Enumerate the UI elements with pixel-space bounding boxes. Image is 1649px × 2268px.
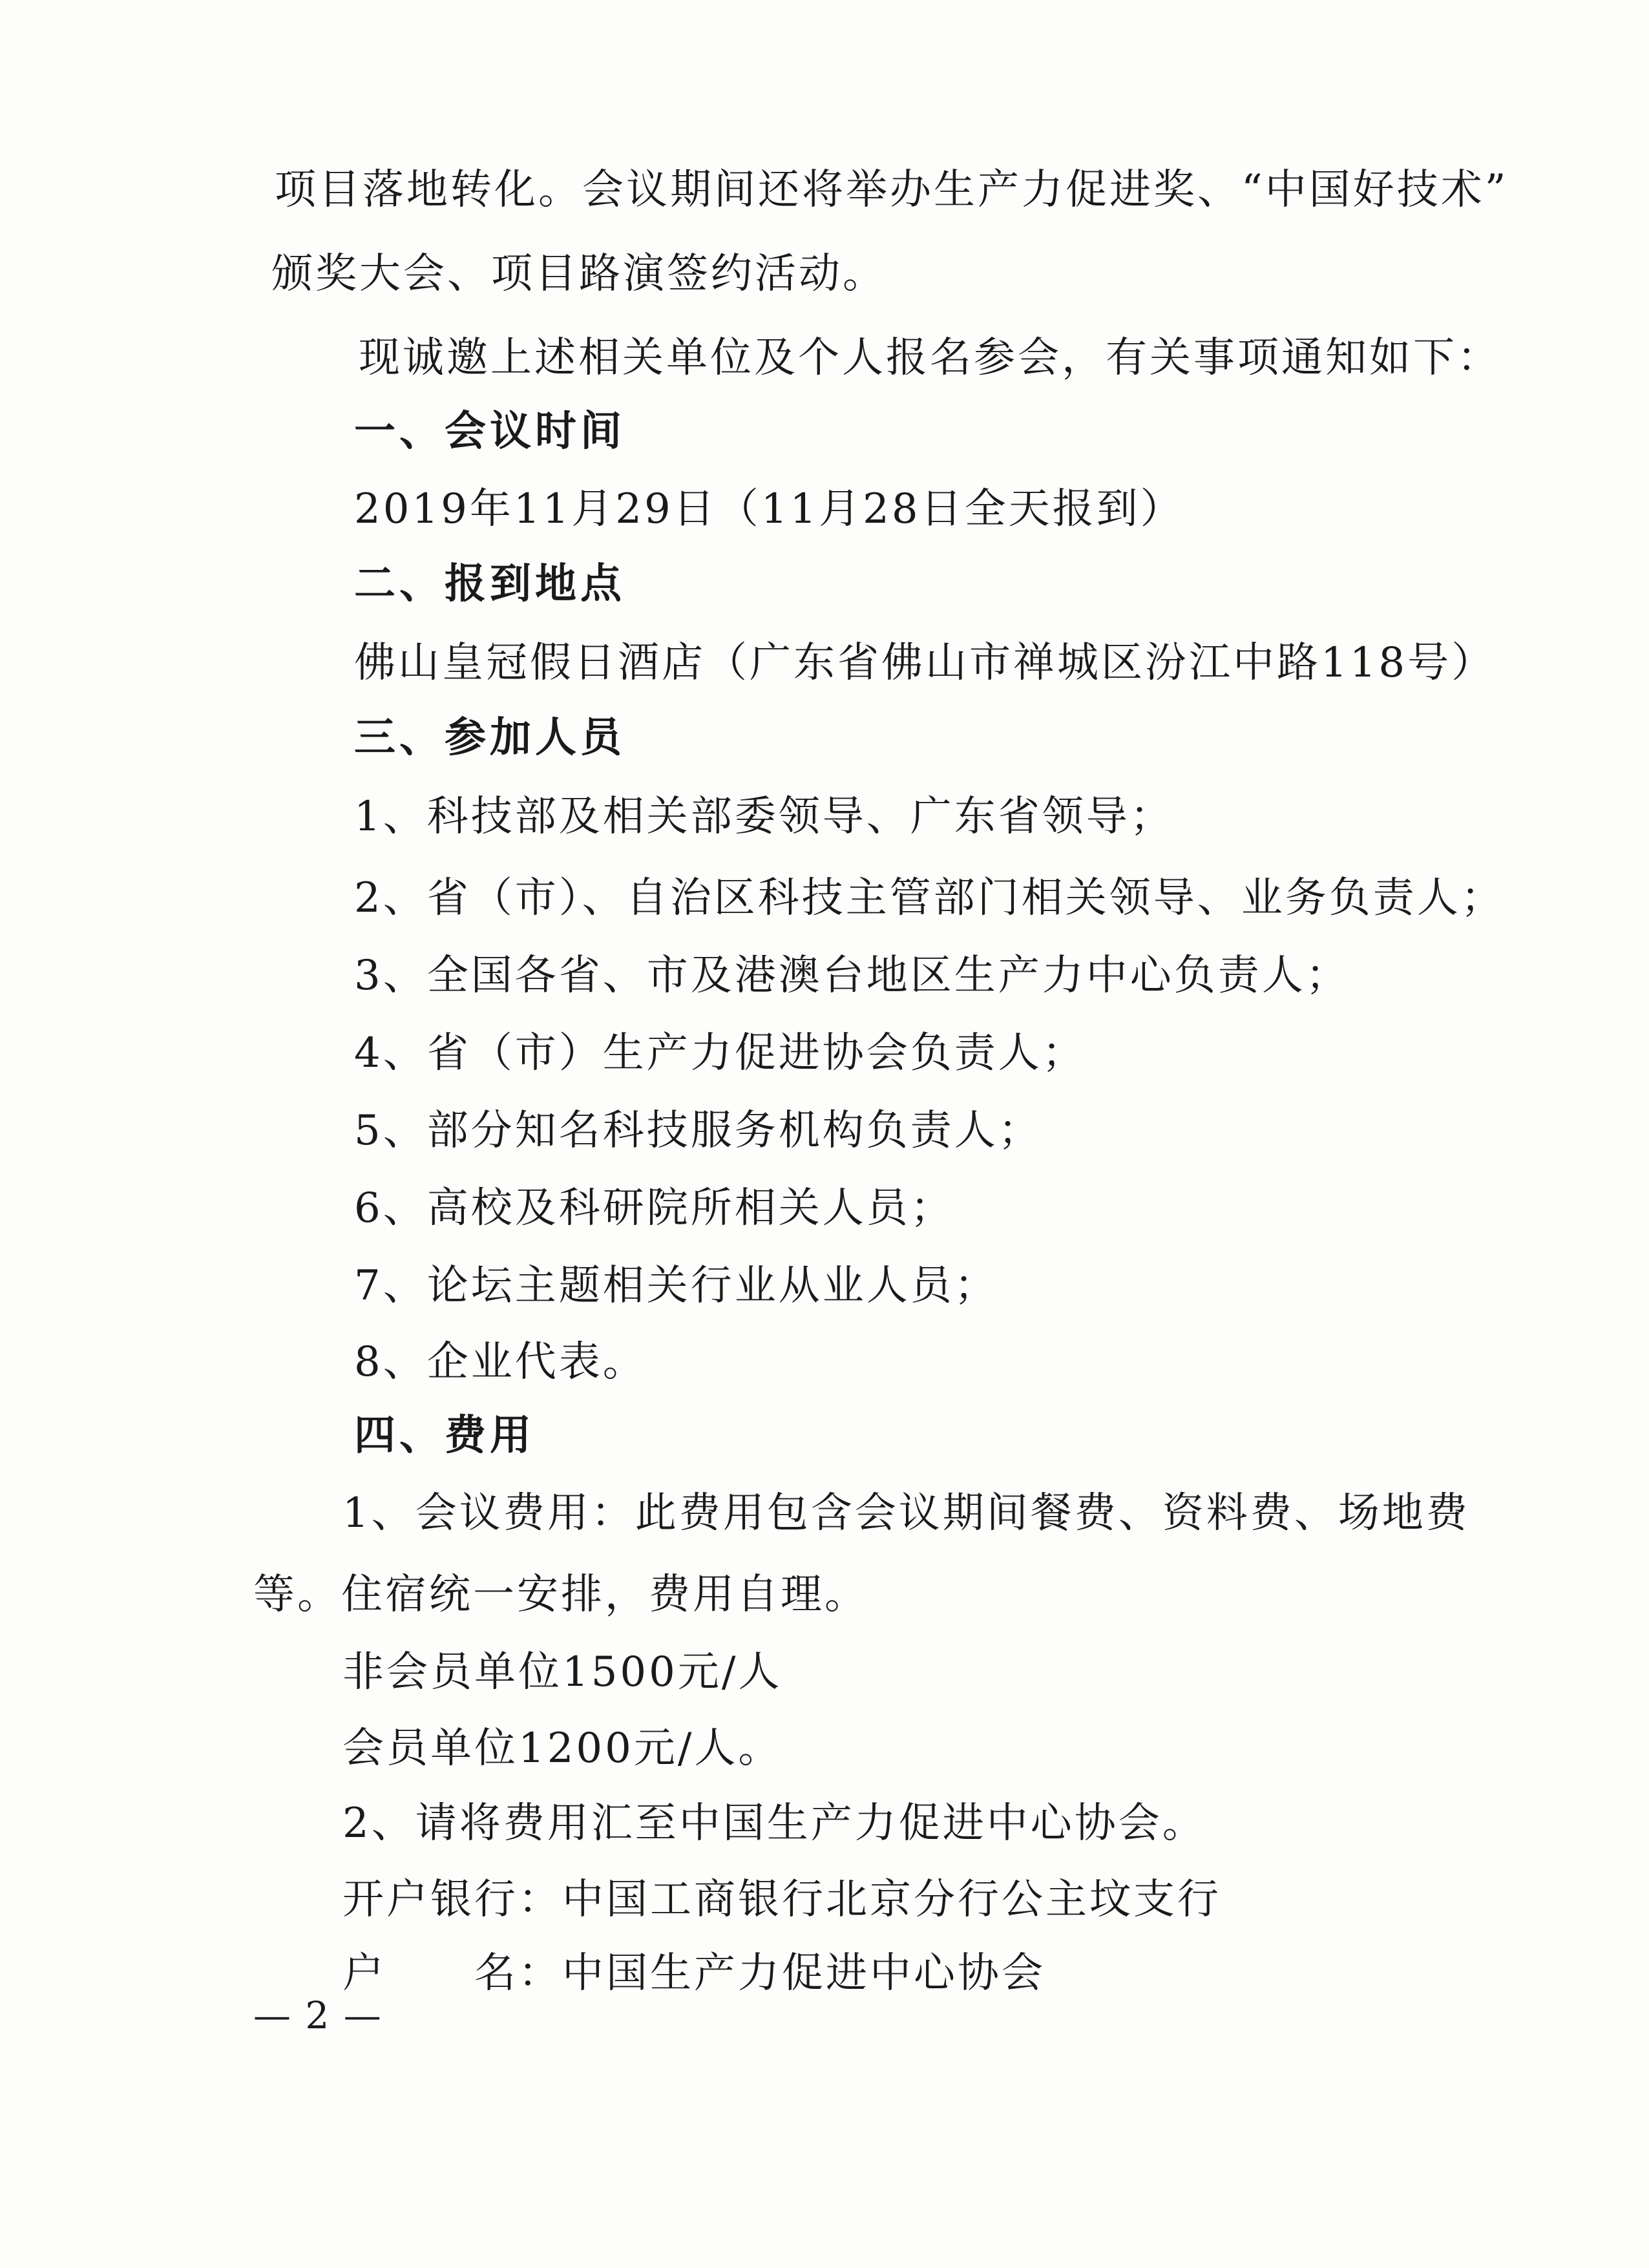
meeting-date: 2019年11月29日（11月28日全天报到） (354, 485, 1184, 533)
attendee-item: 7、论坛主题相关行业从业人员； (354, 1262, 998, 1310)
fee-non-member: 非会员单位1500元/人 (342, 1648, 782, 1696)
page-number: — 2 — (253, 1993, 383, 2037)
section-heading-venue: 二、报到地点 (354, 560, 625, 608)
fee-member: 会员单位1200元/人。 (342, 1725, 782, 1772)
attendee-item: 1、科技部及相关部委领导、广东省领导； (354, 793, 1174, 841)
account-name: 户 名：中国生产力促进中心协会 (342, 1949, 1045, 1997)
body-text-line: 项目落地转化。会议期间还将举办生产力促进奖、“中国好技术” (275, 166, 1509, 214)
section-heading-fees: 四、费用 (354, 1412, 535, 1460)
bank-name: 开户银行：中国工商银行北京分行公主坟支行 (342, 1876, 1221, 1924)
attendee-item: 8、企业代表。 (354, 1338, 647, 1386)
body-text-line: 现诚邀上述相关单位及个人报名参会，有关事项通知如下： (359, 334, 1501, 382)
attendee-item: 2、省（市）、自治区科技主管部门相关领导、业务负责人； (354, 874, 1505, 922)
attendee-item: 5、部分知名科技服务机构负责人； (354, 1107, 1042, 1155)
attendee-item: 4、省（市）生产力促进协会负责人； (354, 1029, 1086, 1077)
section-heading-meeting-time: 一、会议时间 (354, 408, 625, 456)
section-heading-attendees: 三、参加人员 (354, 714, 625, 762)
attendee-item: 6、高校及科研院所相关人员； (354, 1184, 954, 1232)
payment-instruction: 2、请将费用汇至中国生产力促进中心协会。 (342, 1800, 1206, 1847)
fee-description: 1、会议费用：此费用包含会议期间餐费、资料费、场地费 (342, 1489, 1470, 1537)
attendee-item: 3、全国各省、市及港澳台地区生产力中心负责人； (354, 952, 1350, 1000)
body-text-line: 颁奖大会、项目路演签约活动。 (271, 250, 887, 298)
fee-description-continued: 等。住宿统一安排，费用自理。 (253, 1571, 868, 1619)
venue-address: 佛山皇冠假日酒店（广东省佛山市禅城区汾江中路118号） (354, 639, 1496, 687)
